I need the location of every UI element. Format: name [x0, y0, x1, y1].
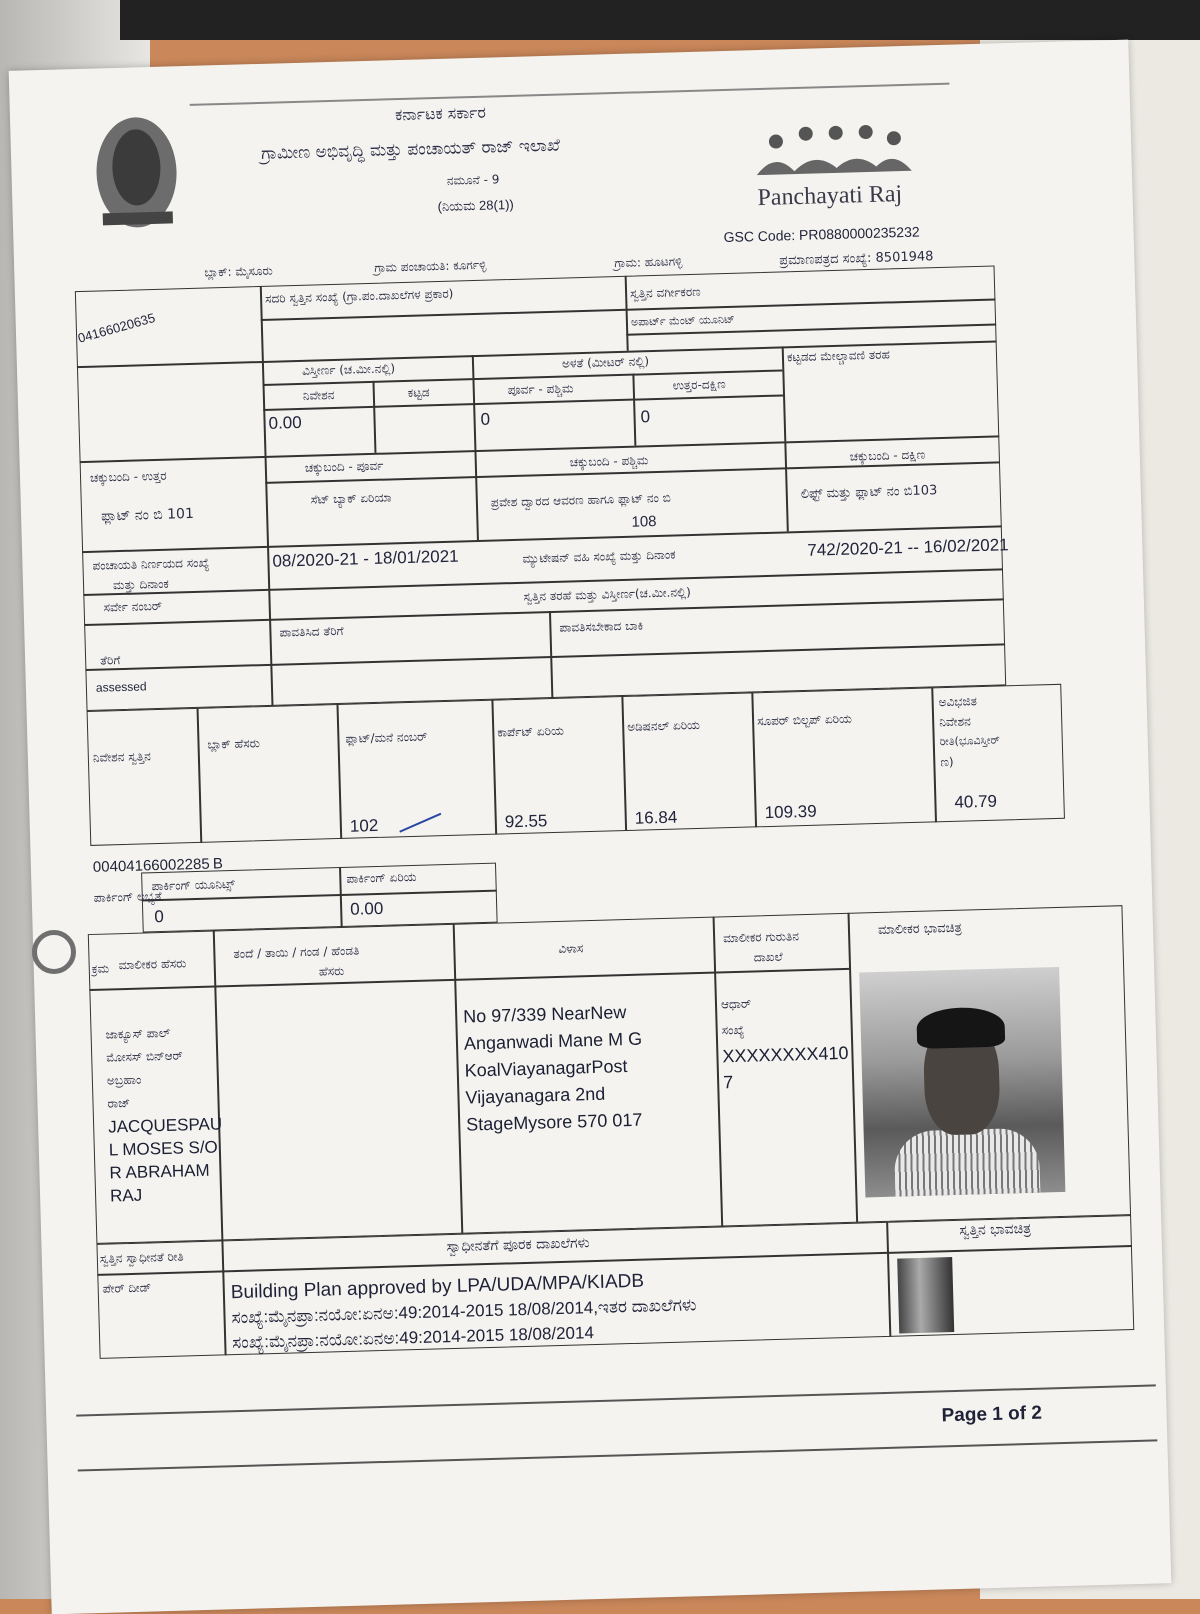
owner-sl-header: ಕ್ರಮ: [91, 961, 110, 976]
carpet-area-header: ಕಾರ್ಪೆಟ್ ಏರಿಯ: [497, 723, 565, 740]
mutation-value: 742/2020-21 -- 16/02/2021: [807, 535, 1009, 560]
north-south-header: ಉತ್ತರ-ದಕ್ಷಿಣ: [672, 377, 726, 393]
parking-available-label: ಪಾರ್ಕಿಂಗ್ ಲಭ್ಯತೆ: [93, 888, 162, 905]
id-line: XXXXXXXX410: [722, 1042, 849, 1067]
flat-number-header: ಫ್ಲಾಟ್/ಮನೆ ನಂಬರ್: [345, 729, 428, 746]
parent-name-header-1: ತಂದೆ / ತಾಯಿ / ಗಂಡ / ಹೆಂಡತಿ: [233, 943, 360, 962]
id-line: ಸಂಖ್ಯೆ: [721, 1022, 745, 1038]
parking-units-value: 0: [154, 906, 165, 927]
owner-photo: [859, 967, 1065, 1197]
property-id: 04166020635: [76, 309, 157, 346]
owner-name-header: ಮಾಲೀಕರ ಹೆಸರು: [118, 956, 187, 973]
north-south-value: 0: [640, 407, 651, 427]
doc-line-2: ಸಂಖ್ಯೆ:ಮೈನಪ್ರಾ:ನಯೋ:ಏನಅ:49:2014-2015 18/08/2014,ಇತರ ದಾಖಲೆಗಳು: [231, 1295, 697, 1328]
flat-site-header: ನಿವೇಶನ ಸ್ವತ್ತಿನ: [92, 749, 152, 765]
undivided-header-3: ರೀತಿ(ಭೂವಿಸ್ತೀರ್: [939, 733, 1000, 749]
parking-area-label: ಪಾರ್ಕಿಂಗ್ ಏರಿಯ: [346, 869, 417, 886]
id-line: ಆಧಾರ್: [720, 996, 752, 1012]
address-line: No 97/339 NearNew: [462, 1002, 627, 1027]
additional-area-header: ಅಡಿಷನಲ್ ಏರಿಯ: [627, 717, 701, 734]
flat-property-id: 00404166002285: [92, 855, 210, 876]
form-page: [9, 40, 1172, 1614]
undivided-header-1: ಅವಿಭಜಿತ: [938, 694, 978, 710]
owner-id-value: [721, 988, 850, 1095]
doc-line-1: Building Plan approved by LPA/UDA/MPA/KIADB: [230, 1270, 645, 1304]
block-name-value: B: [212, 855, 224, 873]
parking-units-label: ಪಾರ್ಕಿಂಗ್ ಯೂನಿಟ್ಸ್: [151, 876, 235, 894]
mutation-label: ಮ್ಯುಟೇಷನ್ ವಹಿ ಸಂಖ್ಯೆ ಮತ್ತು ದಿನಾಂಕ: [522, 547, 676, 566]
address-line: KoalViayanagarPost: [464, 1056, 628, 1081]
karnataka-emblem-icon: [80, 106, 194, 239]
gp-label: ಗ್ರಾಮ ಪಂಚಾಯತಿ: ಕೂರ್ಗಳ್ಳಿ: [374, 257, 487, 275]
owner-name-line: RAJ: [109, 1185, 143, 1206]
brand-name: Panchayati Raj: [757, 181, 903, 212]
dark-background: [120, 0, 1200, 40]
owner-name-value: [105, 1020, 224, 1207]
roof-type-header: ಕಟ್ಟಡದ ಮೇಲ್ಚಾವಣಿ ತರಹ: [786, 347, 891, 365]
carpet-area-value: 92.55: [504, 811, 548, 832]
resolution-value: 08/2020-21 - 18/01/2021: [272, 546, 459, 571]
south-boundary-value: ಲಿಫ್ಟ್ ಮತ್ತು ಫ್ಲಾಟ್ ನಂ ಬಿ103: [800, 483, 938, 502]
owner-id-header-1: ಮಾಲೀಕರ ಗುರುತಿನ: [722, 929, 800, 946]
west-boundary-label: ಚಕ್ಕುಬಂದಿ - ಪಶ್ಚಿಮ: [569, 453, 649, 470]
site-area-value: 0.00: [268, 412, 302, 433]
page-number: Page 1 of 2: [941, 1402, 1043, 1427]
west-boundary-value-1: ಪ್ರವೇಶ ದ್ವಾರದ ಆವರಣ ಹಾಗೂ ಫ್ಲಾಟ್ ನಂ ಬಿ: [490, 490, 671, 510]
assessed-label: assessed: [95, 679, 147, 695]
gsc-code: GSC Code: PR0880000235232: [723, 223, 920, 246]
parking-area-value: 0.00: [349, 898, 384, 919]
owner-name-line: ಮೋಸಸ್ ಬಿನ್ಆರ್: [106, 1048, 183, 1065]
address-line: Anganwadi Mane M G: [463, 1028, 643, 1054]
area-header: ವಿಸ್ತೀರ್ಣ (ಚ.ಮೀ.ನಲ್ಲಿ): [301, 361, 396, 378]
flat-table: [87, 684, 1065, 846]
address-header: ವಿಳಾಸ: [558, 941, 584, 956]
owner-name-line: L MOSES S/O: [108, 1137, 219, 1160]
classification-header: ಸ್ವತ್ತಿನ ವರ್ಗೀಕರಣ: [629, 284, 701, 301]
certificate-number: ಪ್ರಮಾಣಪತ್ರದ ಸಂಖ್ಯೆ: 8501948: [779, 249, 934, 269]
address-line: Vijayanagara 2nd: [465, 1083, 606, 1108]
owner-name-line: JACQUESPAU: [107, 1114, 223, 1137]
form-number: ನಮೂನೆ - 9: [446, 172, 500, 188]
owner-id-header-2: ದಾಖಲೆ: [753, 949, 783, 965]
property-photo-header: ಸ್ವತ್ತಿನ ಭಾವಚಿತ್ರ: [959, 1220, 1032, 1239]
resolution-label-1: ಪಂಚಾಯತಿ ನಿರ್ಣಯದ ಸಂಖ್ಯೆ: [92, 555, 210, 573]
property-type-label: ಸ್ವತ್ತಿನ ತರಹೆ ಮತ್ತು ವಿಸ್ತೀರ್ಣ(ಚ.ಮೀ.ನಲ್ಲಿ): [523, 585, 691, 604]
property-sl-header: ಸದರಿ ಸ್ವತ್ತಿನ ಸಂಖ್ಯೆ (ಗ್ರಾ.ಪಂ.ದಾಖಲೆಗಳ ಪ್ರಕಾರ): [264, 286, 454, 306]
survey-number-label: ಸರ್ವೇ ನಂಬರ್: [103, 598, 163, 615]
tax-left-label: ತೆರಿಗೆ: [99, 653, 121, 668]
property-photo: [897, 1257, 954, 1334]
north-boundary-label: ಚಕ್ಕುಬಂದಿ - ಉತ್ತರ: [89, 468, 167, 485]
dimension-header: ಅಳತೆ (ಮೀಟರ್ ನಲ್ಲಿ): [561, 354, 650, 371]
super-builtup-value: 109.39: [764, 801, 817, 823]
owner-name-line: ಜಾಕ್ಯೂಸ್ ಪಾಲ್: [105, 1025, 171, 1042]
east-west-value: 0: [480, 409, 491, 429]
doc-line-3: ಸಂಖ್ಯೆ:ಮೈನಪ್ರಾ:ನಯೋ:ಏನಅ:49:2014-2015 18/08/2014: [231, 1323, 595, 1353]
undivided-header-4: ಣ): [940, 754, 954, 770]
taluk-label: ಬ್ಲಾಕ್: ಮೈಸೂರು: [204, 263, 273, 280]
supporting-docs-header: ಸ್ವಾಧೀನತೆಗೆ ಪೂರಕ ದಾಖಲೆಗಳು: [446, 1235, 590, 1256]
east-boundary-label: ಚಕ್ಕುಬಂದಿ - ಪೂರ್ವ: [304, 458, 384, 475]
owner-name-line: R ABRAHAM: [109, 1160, 210, 1183]
owner-name-line: ಅಬ್ರಹಾಂ: [106, 1072, 142, 1088]
dept-title: ಗ್ರಾಮೀಣ ಅಭಿವೃದ್ಧಿ ಮತ್ತು ಪಂಚಾಯತ್ ರಾಜ್ ಇಲಾಖೆ: [260, 135, 561, 164]
south-boundary-label: ಚಕ್ಕುಬಂದಿ - ದಕ್ಷಿಣ: [849, 447, 926, 464]
rule-number: (ನಿಯಮ 28(1)): [437, 196, 514, 215]
address-line: StageMysore 570 017: [465, 1109, 643, 1135]
due-tax-label: ಪಾವತಿಸಬೇಕಾದ ಬಾಕಿ: [559, 618, 644, 635]
paid-tax-label: ಪಾವತಿಸಿದ ತೆರಿಗೆ: [279, 623, 344, 640]
additional-area-value: 16.84: [634, 807, 678, 828]
building-header: ಕಟ್ಟಡ: [407, 385, 430, 400]
possession-header: ಸ್ವತ್ತಿನ ಸ್ವಾಧೀನತೆ ರೀತಿ: [99, 1249, 184, 1266]
undivided-header-2: ನಿವೇಶನ: [939, 714, 971, 730]
resolution-label-2: ಮತ್ತು ದಿನಾಂಕ: [112, 576, 170, 593]
parent-name-header-2: ಹೆಸರು: [318, 963, 345, 979]
possession-value: ಪೇರ್ ದೀಡ್: [102, 1280, 152, 1296]
west-boundary-value-2: 108: [631, 513, 657, 531]
village-label: ಗ್ರಾಮ: ಹೂಟಗಳ್ಳಿ: [614, 254, 683, 271]
owner-address-value: [463, 999, 645, 1139]
east-boundary-value: ಸೆಟ್ ಬ್ಯಾಕ್ ಏರಿಯಾ: [310, 490, 392, 507]
north-boundary-value: ಫ್ಲಾಟ್ ನಂ ಬಿ 101: [100, 505, 195, 525]
undivided-value: 40.79: [954, 791, 998, 812]
site-header: ನಿವೇಶನ: [302, 387, 335, 403]
east-west-header: ಪೂರ್ವ - ಪಶ್ಚಿಮ: [507, 381, 574, 398]
owner-photo-header: ಮಾಲೀಕರ ಭಾವಚಿತ್ರ: [877, 920, 963, 938]
block-name-header: ಬ್ಲಾಕ್ ಹೆಸರು: [207, 736, 261, 752]
id-line: 7: [722, 1072, 734, 1093]
govt-title: ಕರ್ನಾಟಕ ಸರ್ಕಾರ: [394, 102, 487, 125]
flat-number-value: 102: [349, 815, 379, 836]
super-builtup-header: ಸೂಪರ್ ಬಿಲ್ಟಪ್ ಏರಿಯ: [756, 711, 853, 729]
panchayati-raj-logo-icon: [745, 116, 917, 191]
owner-name-line: ರಾಜ್: [107, 1095, 131, 1111]
binder-ring-icon: [32, 930, 76, 974]
classification-value: ಅಪಾರ್ಟ್ ಮೆಂಟ್ ಯೂನಿಟ್: [630, 312, 735, 329]
